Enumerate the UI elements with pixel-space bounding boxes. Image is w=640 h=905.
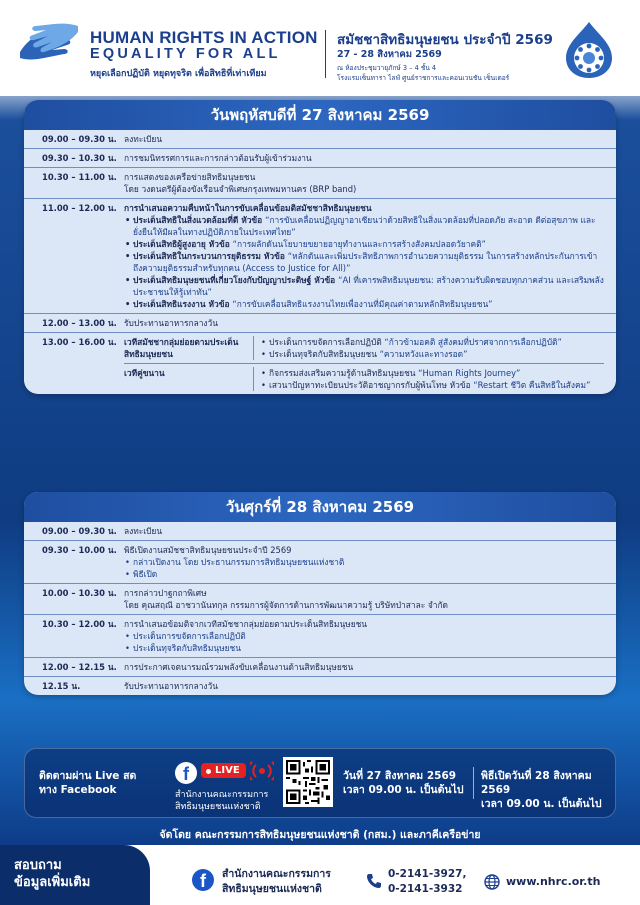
schedule-row	[24, 677, 616, 695]
list-item: • ประเด็นสิทธิในกระบวนการยุติธรรม หัวข้อ “หลักดันและเพิ่มประสิทธิภาพการอำนวยความยุติธรรม ในการสร้างหลักประกันการเข้าถึงความยุติธรรมสำหรับทุกคน (Access to Justice for All)”	[124, 250, 604, 274]
contact-tab: สอบถาม ข้อมูลเพิ่มเติม	[0, 845, 150, 905]
row-detail: โดย วงดนตรีผู้ต้องขังเรือนจำพิเศษกรุงเทพมหานคร (BRP band)	[124, 184, 357, 194]
facebook-icon[interactable]: f	[192, 869, 214, 891]
brand-subtitle: EQUALITY FOR ALL	[90, 46, 281, 62]
row-detail: โดย คุณสฤณี อาชวานันทกุล กรรมการผู้จัดการด้านการพัฒนาความรู้ บริษัทป่าสาละ จำกัด	[124, 600, 448, 610]
row-time: 12.00 – 13.00 น.	[42, 318, 117, 328]
row-time: 11.00 – 12.00 น.	[42, 203, 117, 213]
list-item: • ประเด็นทุจริตกับสิทธิมนุษยชน “ความหวังและทางรอด”	[260, 348, 604, 360]
live-follow-text: ติดตามผ่าน Live สด ทาง Facebook	[39, 770, 137, 796]
schedule-row	[24, 522, 616, 541]
list-item: • ประเด็นสิทธิมนุษยชนที่เกี่ยวโยงกับปัญญาประดิษฐ์ หัวข้อ “AI ที่เคารพสิทธิมนุษยชน: สร้างความรับผิดชอบทุกภาคส่วน และเสริมพลังประชาชนให้รู้เท่าทัน”	[124, 274, 604, 298]
forum-label: เวทีสมัชชากลุ่มย่อยตามประเด็นสิทธิมนุษยชน	[124, 336, 254, 360]
row-time: 10.30 – 12.00 น.	[42, 619, 117, 629]
schedule-row	[24, 615, 616, 658]
row-title: การกล่าวปาฐกถาพิเศษ	[124, 588, 207, 598]
live-day1-time: วันที่ 27 สิงหาคม 2569 เวลา 09.00 น. เป็นต้นไป	[343, 770, 464, 796]
phone-icon	[366, 873, 382, 889]
live-signal-icon	[250, 761, 274, 781]
poster-header	[0, 0, 640, 96]
hands-logo-icon	[14, 12, 84, 72]
row-time: 10.00 – 10.30 น.	[42, 588, 117, 598]
day2-panel	[24, 492, 616, 695]
header-divider	[325, 30, 326, 78]
brand-tagline: หยุดเลือกปฏิบัติ หยุดทุจริต เพื่อสิทธิที่เท่าเทียม	[90, 69, 267, 79]
event-venue-line1: ณ ห้องประชุมวายุภักษ์ 3 – 4 ชั้น 4	[337, 64, 437, 72]
list-item: • ประเด็นสิทธิผู้สูงอายุ หัวข้อ “การผลักดันนโยบายขยายอายุทำงานและการสร้างสังคมปลอดวัยาคติ”	[124, 238, 604, 250]
row-title: การแสดงของเครือข่ายสิทธิมนุษยชน	[124, 172, 256, 182]
live-office-name: สำนักงานคณะกรรมการ สิทธิมนุษยชนแห่งชาติ	[175, 790, 269, 812]
live-divider	[473, 767, 474, 799]
list-item: • พิธีเปิด	[124, 568, 604, 580]
row-title: รับประทานอาหารกลางวัน	[124, 681, 218, 691]
day2-heading: วันศุกร์ที่ 28 สิงหาคม 2569	[24, 492, 616, 522]
schedule-row	[24, 149, 616, 168]
list-item: • ประเด็นสิทธิแรงงาน หัวข้อ “การขับเคลื่อนสิทธิแรงงานไทยเพื่องานที่มีคุณค่าตามหลักสิทธิมนุษยชน”	[124, 298, 604, 310]
topic-list	[124, 214, 604, 310]
schedule-row	[24, 541, 616, 584]
brand-title: HUMAN RIGHTS IN ACTION	[90, 28, 318, 47]
schedule-row	[24, 333, 616, 394]
event-venue-line2: โรงแรมเซ็นทารา ไลฟ์ ศูนย์ราชการและคอนเวนชัน เซ็นเตอร์	[337, 74, 510, 82]
row-time: 09.00 – 09.30 น.	[42, 134, 117, 144]
list-item: • เสวนาปัญหาทะเบียนประวัติอาชญากรกับผู้พ้นโทษ หัวข้อ “Restart ชีวิต คืนสิทธิในสังคม”	[260, 379, 604, 391]
forum-label: เวทีคู่ขนาน	[124, 367, 254, 391]
row-title: การประกาศเจตนารมณ์รวมพลังขับเคลื่อนงานด้านสิทธิมนุษยชน	[124, 662, 354, 672]
row-time: 09.30 – 10.00 น.	[42, 545, 117, 555]
row-title: การชมนิทรรศการและการกล่าวต้อนรับผู้เข้าร่วมงาน	[124, 153, 312, 163]
day1-panel	[24, 100, 616, 394]
list-item: • ประเด็นทุจริตกับสิทธิมนุษยชน	[124, 642, 604, 654]
row-title: ลงทะเบียน	[124, 134, 163, 144]
event-title: สมัชชาสิทธิมนุษยชน ประจำปี 2569	[337, 32, 553, 48]
row-time: 13.00 – 16.00 น.	[42, 337, 117, 347]
schedule-row	[24, 168, 616, 199]
footer-office-name[interactable]: สำนักงานคณะกรรมการ สิทธิมนุษยชนแห่งชาติ	[222, 868, 331, 895]
live-badge: LIVE	[201, 763, 246, 778]
row-title: พิธีเปิดงานสมัชชาสิทธิมนุษยชนประจำปี 2569	[124, 545, 292, 555]
row-title: การนำเสนอความคืบหน้าในการขับเคลื่อนข้อมติสมัชชาสิทธิมนุษยชน	[124, 203, 372, 213]
list-item: • กิจกรรมส่งเสริมความรู้ด้านสิทธิมนุษยชน “Human Rights Journey”	[260, 367, 604, 379]
breakout-forum	[124, 336, 604, 360]
schedule-row	[24, 658, 616, 677]
row-time: 09.30 – 10.30 น.	[42, 153, 117, 163]
nhrc-emblem-icon	[562, 20, 616, 80]
footer-phone[interactable]: 0-2141-3927, 0-2141-3932	[388, 868, 467, 895]
footer-website-link[interactable]: www.nhrc.or.th	[506, 875, 601, 888]
row-time: 10.30 – 11.00 น.	[42, 172, 117, 182]
row-title: รับประทานอาหารกลางวัน	[124, 318, 218, 328]
footer	[0, 845, 640, 905]
list-item: • ประเด็นการขจัดการเลือกปฏิบัติ	[124, 630, 604, 642]
schedule-row	[24, 314, 616, 333]
globe-icon	[484, 874, 500, 890]
row-title: ลงทะเบียน	[124, 526, 163, 536]
row-time: 12.00 – 12.15 น.	[42, 662, 117, 672]
facebook-icon[interactable]: f	[175, 762, 197, 784]
schedule-row	[24, 199, 616, 314]
parallel-forum	[124, 363, 604, 391]
row-time: 09.00 – 09.30 น.	[42, 526, 117, 536]
schedule-row	[24, 584, 616, 615]
live-day2-time: พิธีเปิดวันที่ 28 สิงหาคม 2569 เวลา 09.00 น. เป็นต้นไป	[481, 770, 602, 810]
organizer-credit: จัดโดย คณะกรรมการสิทธิมนุษยชนแห่งชาติ (กสม.) และภาคีเครือข่าย	[159, 829, 481, 841]
event-dates: 27 - 28 สิงหาคม 2569	[337, 49, 442, 60]
list-item: • ประเด็นการขจัดการเลือกปฏิบัติ “ก้าวข้ามอคติ สู่สังคมที่ปราศจากการเลือกปฏิบัติ”	[260, 336, 604, 348]
qr-code[interactable]	[283, 757, 333, 807]
row-title: การนำเสนอข้อมติจากเวทีสมัชชากลุ่มย่อยตามประเด็นสิทธิมนุษยชน	[124, 619, 368, 629]
live-stream-bar	[24, 748, 616, 818]
day1-heading: วันพฤหัสบดีที่ 27 สิงหาคม 2569	[24, 100, 616, 130]
row-time: 12.15 น.	[42, 681, 81, 691]
schedule-row	[24, 130, 616, 149]
list-item: • ประเด็นสิทธิในสิ่งแวดล้อมที่ดี หัวข้อ “การขับเคลื่อนปฏิญญาอาเซียนว่าด้วยสิทธิในสิ่งแวดล้อมที่ปลอดภัย สะอาด ดีต่อสุขภาพ และยั่งยืนให้มีผลในทางปฏิบัติภายในประเทศไทย”	[124, 214, 604, 238]
list-item: • กล่าวเปิดงาน โดย ประธานกรรมการสิทธิมนุษยชนแห่งชาติ	[124, 556, 604, 568]
